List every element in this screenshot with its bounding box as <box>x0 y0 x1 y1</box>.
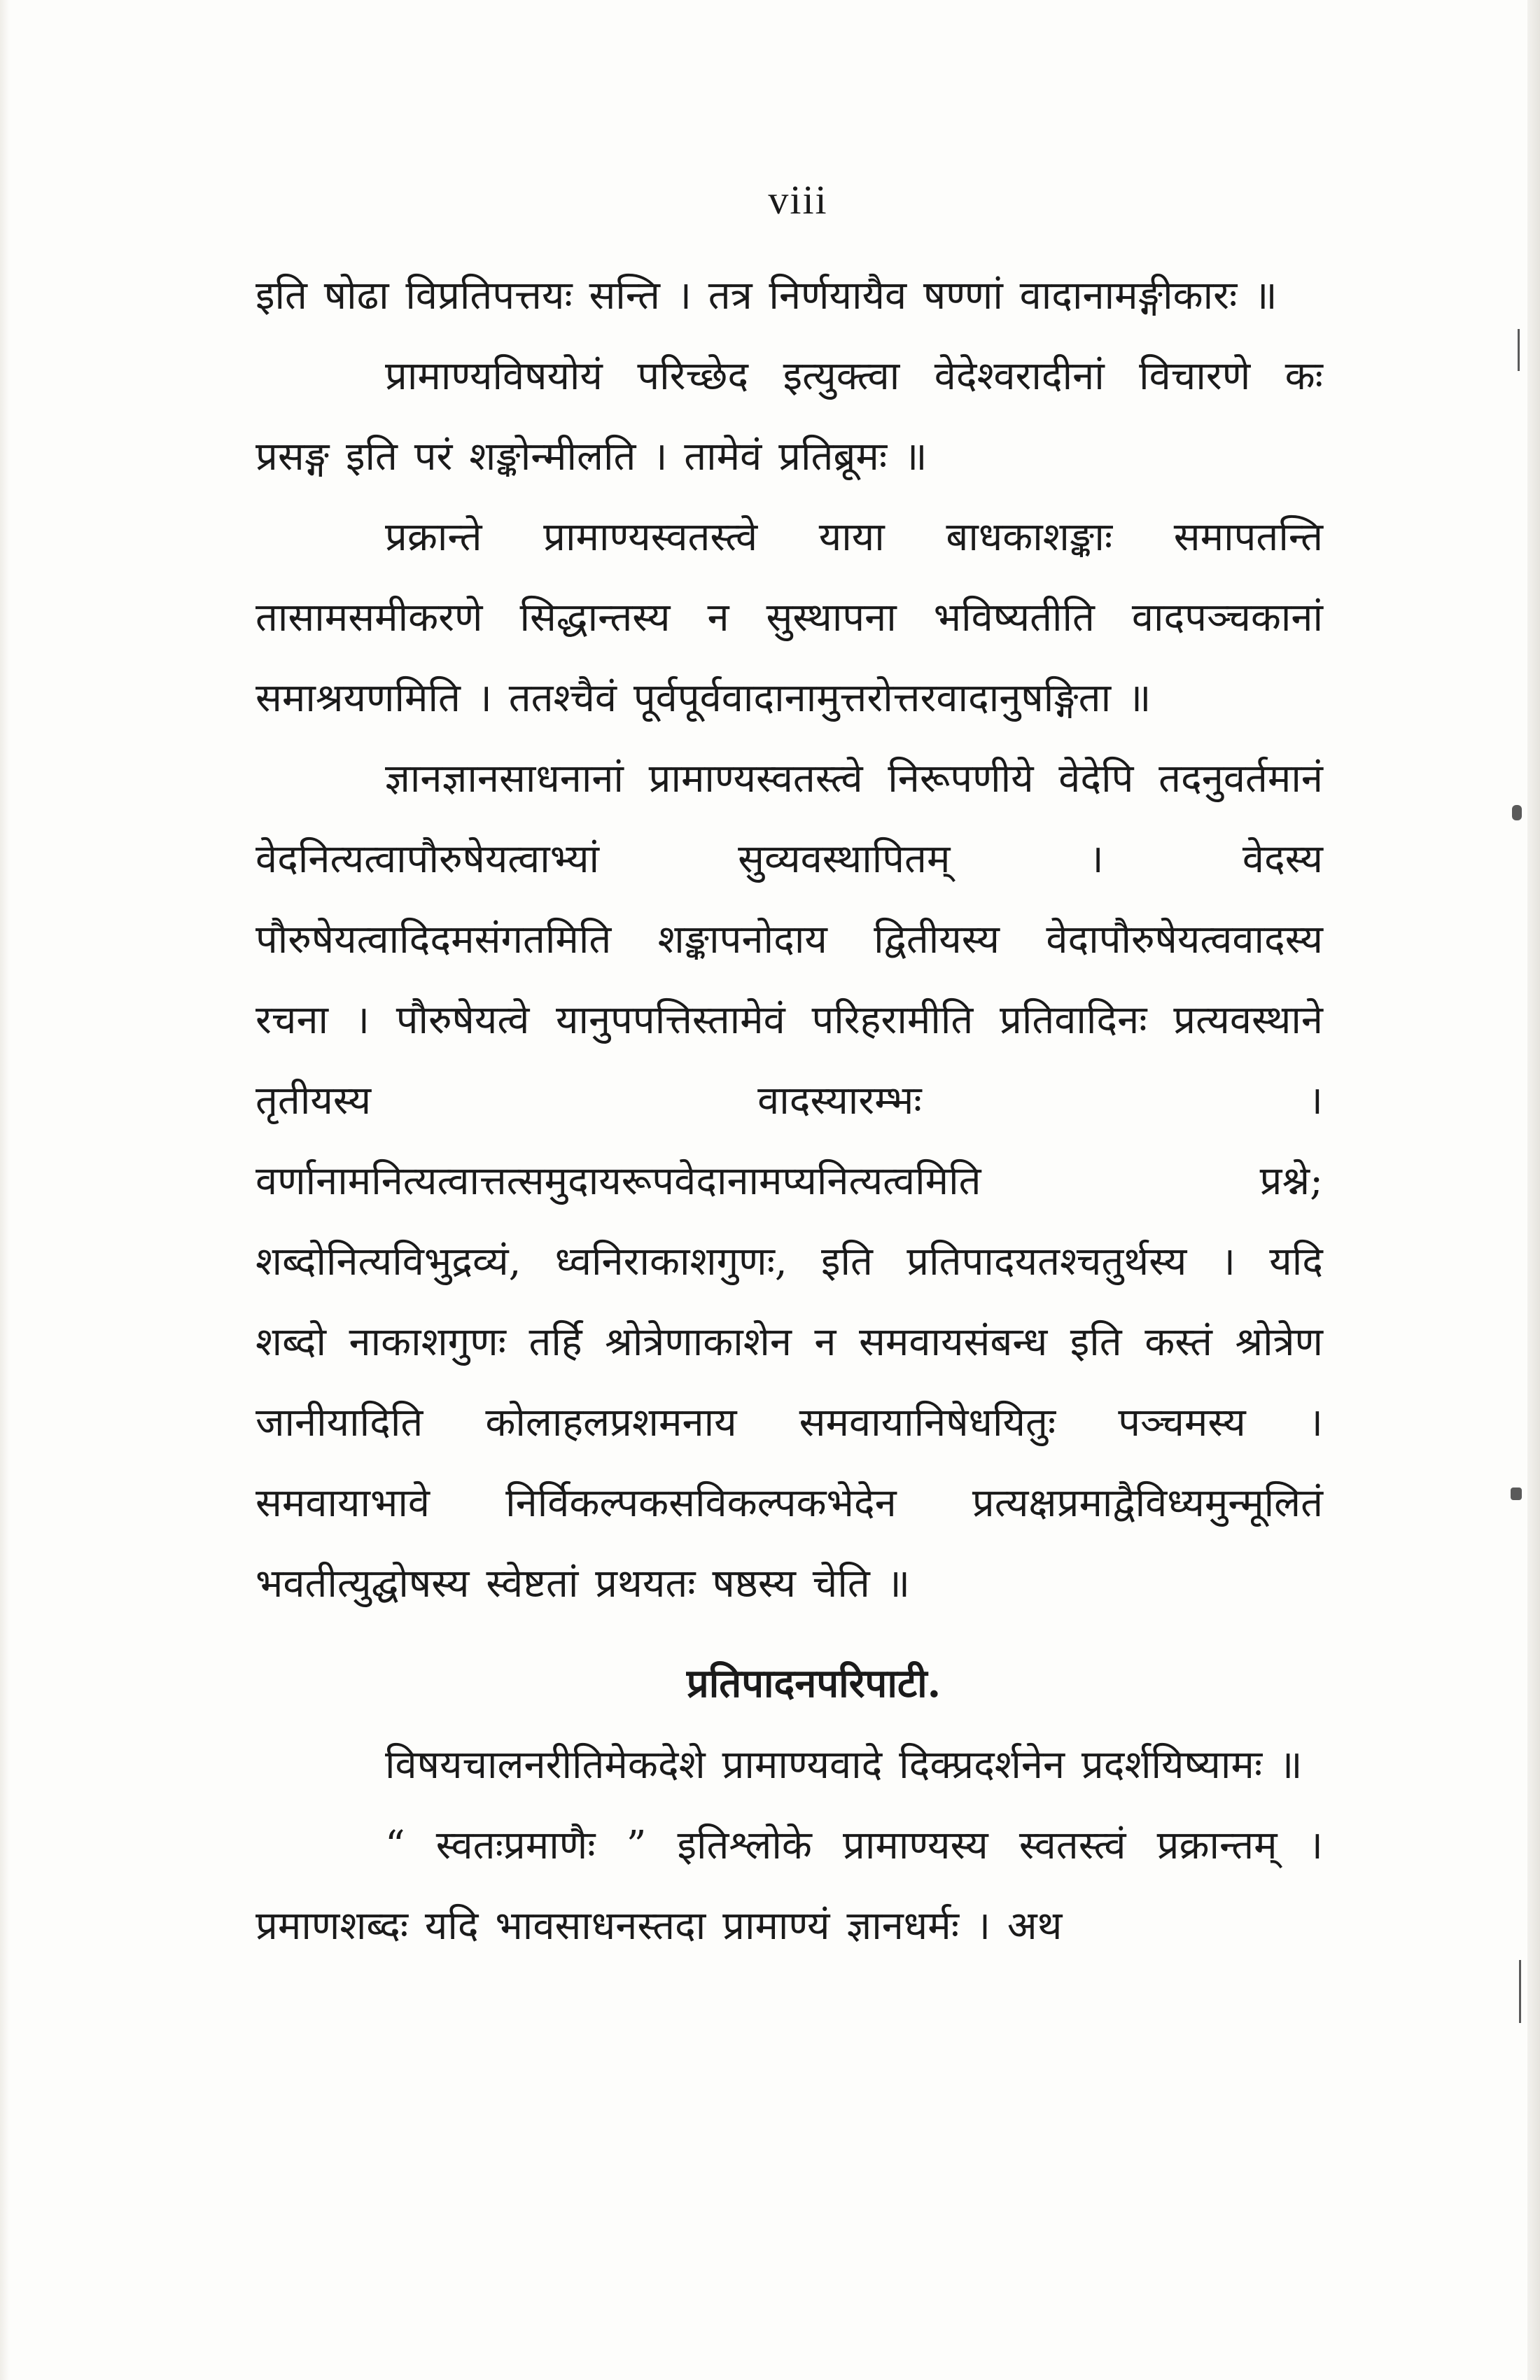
paragraph-3: प्रक्रान्ते प्रामाण्यस्वतस्त्वे याया बाधकाशङ्काः समापतन्ति तासामसमीकरणे सिद्धान्तस्य न सुस्थापना भविष्यतीति वादपञ्चकानां समाश्रयणमिति । ततश्चैवं पूर्वपूर्ववादानामुत्तरोत्तरवादानुषङ्गिता ॥ <box>255 514 1323 721</box>
paragraph-1: इति षोढा विप्रतिपत्तयः सन्ति । तत्र निर्णयायैव षण्णां वादानामङ्गीकारः ॥ <box>255 273 1278 318</box>
page-number: viii <box>768 177 828 223</box>
margin-mark <box>1518 329 1520 371</box>
main-text <box>255 255 1323 1966</box>
margin-mark <box>1511 1488 1522 1500</box>
paragraph-5: विषयचालनरीतिमेकदेशे प्रामाण्यवादे दिक्प्रदर्शनेन प्रदर्शयिष्यामः ॥ <box>385 1742 1303 1788</box>
paragraph-4: ज्ञानज्ञानसाधनानां प्रामाण्यस्वतस्त्वे निरूपणीये वेदेपि तदनुवर्तमानं वेदनित्यत्वापौरुषेयत्वाभ्यां सुव्यवस्थापितम् । वेदस्य पौरुषेयत्वादिदमसंगतमिति शङ्कापनोदाय द्वितीयस्य वेदापौरुषेयत्ववादस्य रचना । पौरुषेयत्वे यानुपपत्तिस्तामेवं परिहरामीति प्रतिवादिनः प्रत्यवस्थाने तृतीयस्य वादस्यारम्भः । वर्णानामनित्यत्वात्तत्समुदायरूपवेदानामप्यनित्यत्वमिति प्रश्ने; शब्दोनित्यविभुद्रव्यं, ध्वनिराकाशगुणः, इति प्रतिपादयतश्चतुर्थस्य । यदि शब्दो नाकाशगुणः तर्हि श्रोत्रेणाकाशेन न समवायसंबन्ध इति कस्तं श्रोत्रेण जानीयादिति कोलाहलप्रशमनाय समवायानिषेधयितुः पञ्चमस्य । समवायाभावे निर्विकल्पकसविकल्पकभेदेन प्रत्यक्षप्रमाद्वैविध्यमुन्मूलितं भवतीत्युद्घोषस्य स्वेष्टतां प्रथयतः षष्ठस्य चेति ॥ <box>255 756 1323 1606</box>
paragraph-2: प्रामाण्यविषयोयं परिच्छेद इत्युक्त्वा वेदेश्वरादीनां विचारणे कः प्रसङ्ग इति परं शङ्कोन्मीलति । तामेवं प्रतिब्रूमः ॥ <box>255 354 1323 479</box>
page-left-edge <box>0 0 10 2380</box>
margin-mark <box>1519 1960 1521 2023</box>
paragraph-6: “ स्वतःप्रमाणैः ” इतिश्लोके प्रामाण्यस्य स्वतस्त्वं प्रक्रान्तम् । प्रमाणशब्दः यदि भावसाधनस्तदा प्रामाण्यं ज्ञानधर्मः । अथ <box>255 1823 1323 1949</box>
page-right-edge <box>1527 0 1540 2380</box>
section-heading: प्रतिपादनपरिपाटी. <box>686 1660 941 1707</box>
margin-mark <box>1512 805 1522 820</box>
